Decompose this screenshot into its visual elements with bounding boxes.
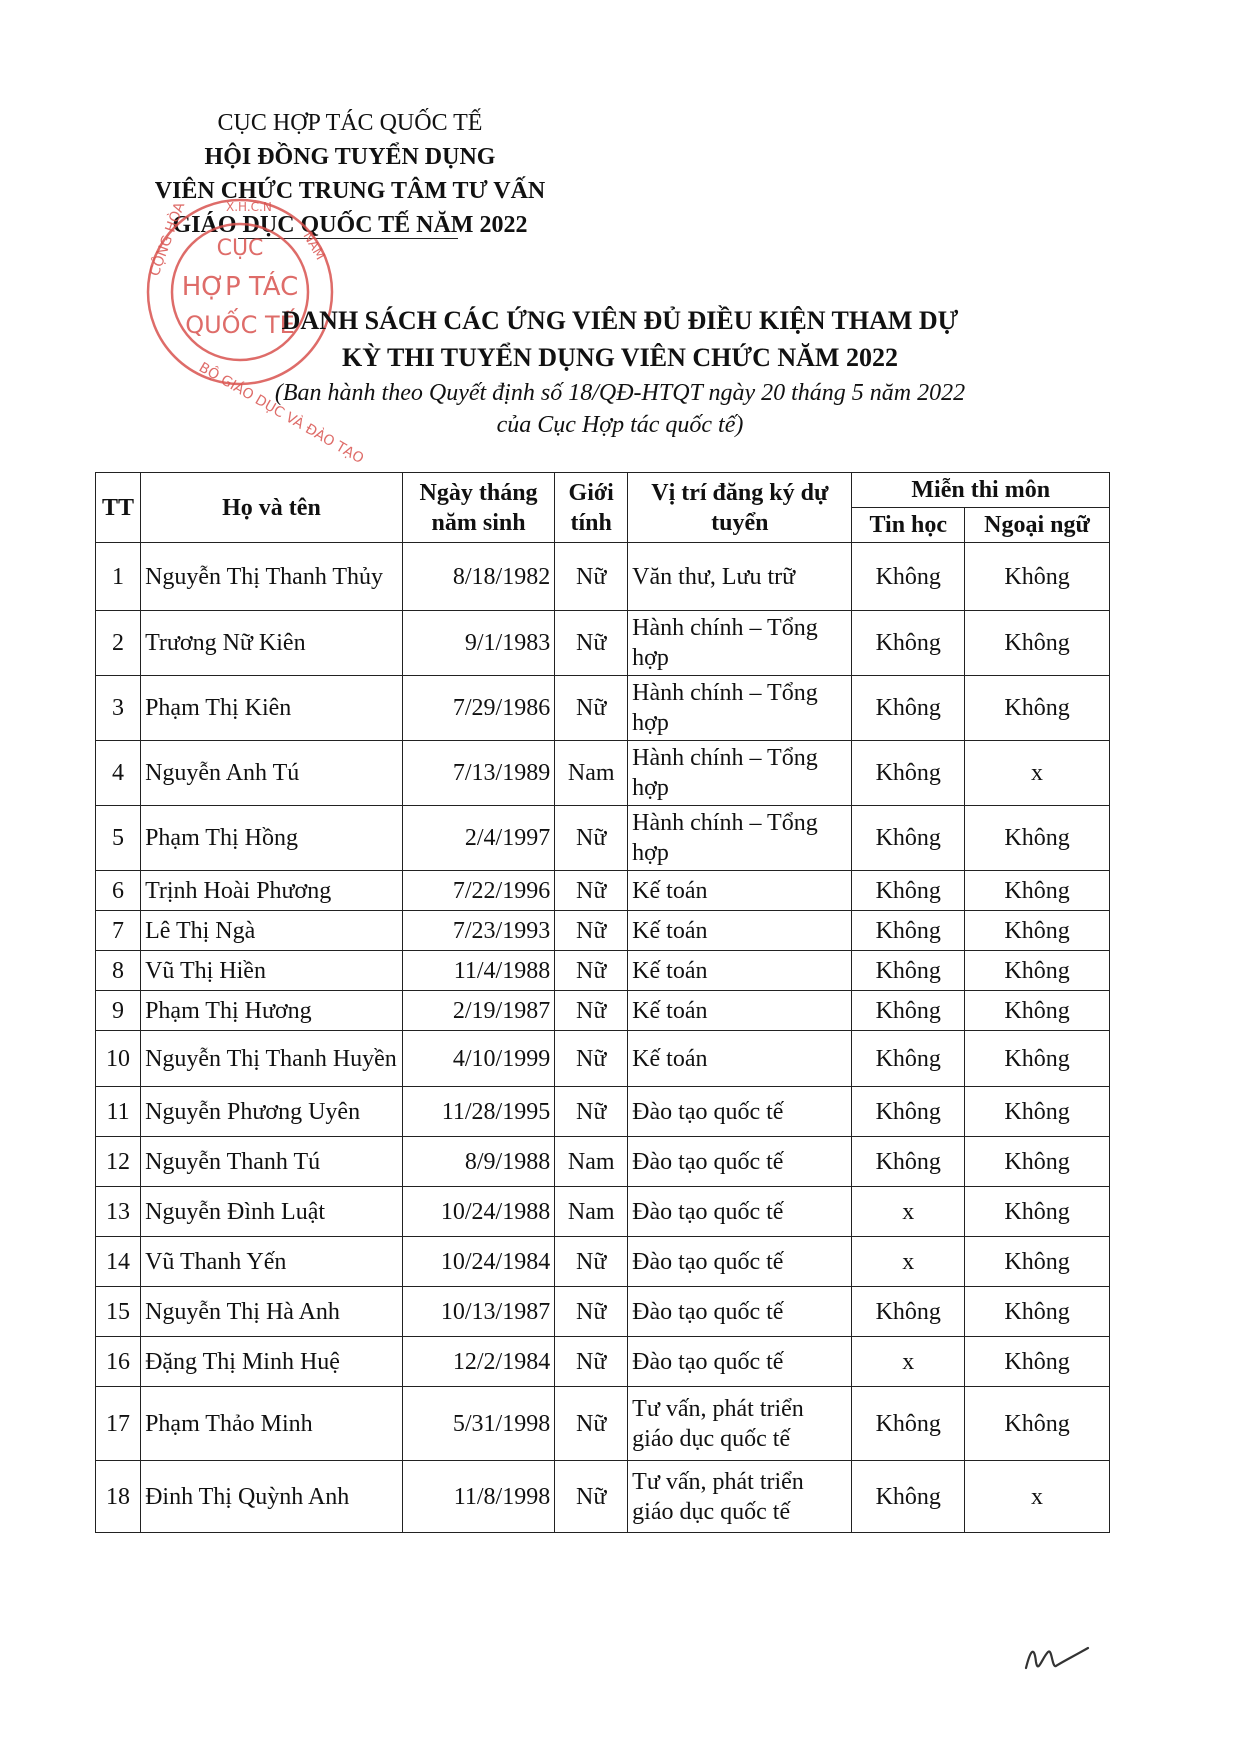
cell-sex: Nữ	[555, 991, 628, 1031]
cell-dob: 4/10/1999	[402, 1031, 554, 1087]
svg-text:NAM: NAM	[299, 229, 328, 263]
header-tt: TT	[96, 473, 141, 543]
cell-dob: 10/24/1984	[402, 1237, 554, 1287]
table-row	[96, 611, 1110, 676]
header-dob: Ngày tháng năm sinh	[402, 473, 554, 543]
cell-tt: 4	[96, 741, 141, 806]
table-row	[96, 1237, 1110, 1287]
cell-dob: 10/24/1988	[402, 1187, 554, 1237]
cell-name: Nguyễn Đình Luật	[141, 1187, 403, 1237]
org-line-center: VIÊN CHỨC TRUNG TÂM TƯ VẤN	[154, 178, 546, 204]
cell-dob: 10/13/1987	[402, 1287, 554, 1337]
header-foreign-language: Ngoại ngữ	[965, 508, 1110, 543]
cell-tt: 14	[96, 1237, 141, 1287]
cell-position: Hành chính – Tổng hợp	[628, 611, 852, 676]
table-row	[96, 1387, 1110, 1461]
table-row	[96, 1287, 1110, 1337]
cell-position: Đào tạo quốc tế	[628, 1187, 852, 1237]
cell-tt: 15	[96, 1287, 141, 1337]
cell-position: Kế toán	[628, 1031, 852, 1087]
cell-name: Vũ Thanh Yến	[141, 1237, 403, 1287]
cell-dob: 7/23/1993	[402, 911, 554, 951]
cell-name: Nguyễn Thị Thanh Huyền	[141, 1031, 403, 1087]
cell-position: Hành chính – Tổng hợp	[628, 741, 852, 806]
cell-position: Kế toán	[628, 951, 852, 991]
cell-dob: 11/8/1998	[402, 1461, 554, 1533]
document-subtitle-decision: (Ban hành theo Quyết định số 18/QĐ-HTQT ngày 20 tháng 5 năm 2022	[274, 380, 966, 406]
cell-position: Đào tạo quốc tế	[628, 1287, 852, 1337]
cell-name: Phạm Thảo Minh	[141, 1387, 403, 1461]
cell-sex: Nữ	[555, 611, 628, 676]
cell-foreign-language-exempt: Không	[965, 611, 1110, 676]
table-row	[96, 991, 1110, 1031]
cell-name: Trịnh Hoài Phương	[141, 871, 403, 911]
cell-name: Phạm Thị Kiên	[141, 676, 403, 741]
cell-name: Đinh Thị Quỳnh Anh	[141, 1461, 403, 1533]
cell-sex: Nữ	[555, 1387, 628, 1461]
cell-sex: Nữ	[555, 1461, 628, 1533]
cell-it-exempt: Không	[852, 1031, 965, 1087]
cell-dob: 7/29/1986	[402, 676, 554, 741]
table-row	[96, 1137, 1110, 1187]
cell-dob: 11/4/1988	[402, 951, 554, 991]
cell-name: Nguyễn Anh Tú	[141, 741, 403, 806]
org-line-council: HỘI ĐỒNG TUYỂN DỤNG	[204, 144, 496, 170]
cell-tt: 5	[96, 806, 141, 871]
cell-position: Kế toán	[628, 871, 852, 911]
cell-foreign-language-exempt: Không	[965, 1237, 1110, 1287]
cell-tt: 18	[96, 1461, 141, 1533]
cell-foreign-language-exempt: x	[965, 1461, 1110, 1533]
document-subtitle-issuer: của Cục Hợp tác quốc tế)	[496, 412, 744, 438]
cell-sex: Nữ	[555, 951, 628, 991]
cell-position: Kế toán	[628, 991, 852, 1031]
cell-name: Nguyễn Thanh Tú	[141, 1137, 403, 1187]
cell-sex: Nữ	[555, 1237, 628, 1287]
cell-sex: Nam	[555, 1137, 628, 1187]
cell-foreign-language-exempt: Không	[965, 911, 1110, 951]
cell-sex: Nữ	[555, 806, 628, 871]
cell-sex: Nữ	[555, 1031, 628, 1087]
cell-it-exempt: Không	[852, 1387, 965, 1461]
cell-foreign-language-exempt: Không	[965, 1387, 1110, 1461]
cell-dob: 5/31/1998	[402, 1387, 554, 1461]
cell-foreign-language-exempt: Không	[965, 1187, 1110, 1237]
cell-position: Đào tạo quốc tế	[628, 1087, 852, 1137]
cell-dob: 8/9/1988	[402, 1137, 554, 1187]
cell-foreign-language-exempt: Không	[965, 543, 1110, 611]
cell-foreign-language-exempt: Không	[965, 1137, 1110, 1187]
cell-dob: 12/2/1984	[402, 1337, 554, 1387]
cell-sex: Nữ	[555, 911, 628, 951]
cell-name: Nguyễn Thị Thanh Thủy	[141, 543, 403, 611]
table-header-row	[96, 473, 1110, 508]
document-title-line-1: DANH SÁCH CÁC ỨNG VIÊN ĐỦ ĐIỀU KIỆN THAM DỰ	[281, 306, 959, 335]
header-sex: Giới tính	[555, 473, 628, 543]
cell-name: Vũ Thị Hiền	[141, 951, 403, 991]
cell-name: Trương Nữ Kiên	[141, 611, 403, 676]
svg-text:QUỐC TẾ: QUỐC TẾ	[185, 311, 295, 339]
cell-tt: 11	[96, 1087, 141, 1137]
cell-position: Đào tạo quốc tế	[628, 1137, 852, 1187]
cell-it-exempt: Không	[852, 676, 965, 741]
cell-position: Đào tạo quốc tế	[628, 1237, 852, 1287]
org-line-ministry-dept: CỤC HỢP TÁC QUỐC TẾ	[217, 110, 483, 136]
svg-text:HỢP TÁC: HỢP TÁC	[181, 272, 299, 302]
header-exempt-subjects: Miễn thi môn	[852, 473, 1110, 508]
cell-foreign-language-exempt: Không	[965, 871, 1110, 911]
cell-foreign-language-exempt: Không	[965, 951, 1110, 991]
candidates-table	[95, 472, 1110, 1533]
svg-text:BỘ GIÁO DỤC VÀ ĐÀO TẠO: BỘ GIÁO DỤC VÀ ĐÀO TẠO	[196, 359, 367, 468]
table-row	[96, 543, 1110, 611]
header-name: Họ và tên	[141, 473, 403, 543]
cell-position: Văn thư, Lưu trữ	[628, 543, 852, 611]
table-row	[96, 806, 1110, 871]
cell-sex: Nữ	[555, 1087, 628, 1137]
cell-tt: 8	[96, 951, 141, 991]
svg-text:X.H.C.N: X.H.C.N	[226, 200, 272, 214]
cell-tt: 3	[96, 676, 141, 741]
table-row	[96, 1337, 1110, 1387]
cell-position: Tư vấn, phát triển giáo dục quốc tế	[628, 1461, 852, 1533]
cell-foreign-language-exempt: Không	[965, 1287, 1110, 1337]
table-row	[96, 1461, 1110, 1533]
cell-foreign-language-exempt: Không	[965, 1031, 1110, 1087]
cell-sex: Nam	[555, 1187, 628, 1237]
cell-foreign-language-exempt: Không	[965, 1337, 1110, 1387]
cell-it-exempt: x	[852, 1337, 965, 1387]
cell-sex: Nữ	[555, 543, 628, 611]
cell-it-exempt: Không	[852, 991, 965, 1031]
cell-foreign-language-exempt: x	[965, 741, 1110, 806]
table-row	[96, 1031, 1110, 1087]
table-row	[96, 871, 1110, 911]
cell-position: Kế toán	[628, 911, 852, 951]
cell-name: Nguyễn Thị Hà Anh	[141, 1287, 403, 1337]
table-row	[96, 911, 1110, 951]
cell-tt: 9	[96, 991, 141, 1031]
cell-foreign-language-exempt: Không	[965, 676, 1110, 741]
cell-it-exempt: x	[852, 1187, 965, 1237]
cell-dob: 8/18/1982	[402, 543, 554, 611]
cell-tt: 12	[96, 1137, 141, 1187]
cell-it-exempt: Không	[852, 911, 965, 951]
cell-position: Đào tạo quốc tế	[628, 1337, 852, 1387]
cell-tt: 16	[96, 1337, 141, 1387]
cell-sex: Nữ	[555, 1287, 628, 1337]
cell-it-exempt: Không	[852, 1087, 965, 1137]
cell-dob: 2/4/1997	[402, 806, 554, 871]
cell-it-exempt: x	[852, 1237, 965, 1287]
svg-text:CỘNG HÒA: CỘNG HÒA	[146, 200, 189, 279]
cell-tt: 6	[96, 871, 141, 911]
cell-name: Lê Thị Ngà	[141, 911, 403, 951]
cell-name: Phạm Thị Hương	[141, 991, 403, 1031]
svg-text:CỤC: CỤC	[216, 236, 264, 261]
org-line-year: GIÁO DỤC QUỐC TẾ NĂM 2022	[172, 212, 528, 238]
cell-dob: 7/22/1996	[402, 871, 554, 911]
cell-dob: 11/28/1995	[402, 1087, 554, 1137]
cell-name: Đặng Thị Minh Huệ	[141, 1337, 403, 1387]
cell-it-exempt: Không	[852, 741, 965, 806]
cell-it-exempt: Không	[852, 611, 965, 676]
cell-tt: 17	[96, 1387, 141, 1461]
cell-it-exempt: Không	[852, 1461, 965, 1533]
cell-dob: 9/1/1983	[402, 611, 554, 676]
cell-it-exempt: Không	[852, 1287, 965, 1337]
cell-name: Nguyễn Phương Uyên	[141, 1087, 403, 1137]
cell-foreign-language-exempt: Không	[965, 806, 1110, 871]
cell-it-exempt: Không	[852, 806, 965, 871]
cell-sex: Nữ	[555, 871, 628, 911]
header-it: Tin học	[852, 508, 965, 543]
cell-it-exempt: Không	[852, 543, 965, 611]
cell-it-exempt: Không	[852, 871, 965, 911]
cell-position: Hành chính – Tổng hợp	[628, 676, 852, 741]
table-row	[96, 741, 1110, 806]
cell-sex: Nữ	[555, 676, 628, 741]
document-title-line-2: KỲ THI TUYỂN DỤNG VIÊN CHỨC NĂM 2022	[342, 343, 898, 372]
cell-tt: 10	[96, 1031, 141, 1087]
header-position: Vị trí đăng ký dự tuyển	[628, 473, 852, 543]
cell-tt: 7	[96, 911, 141, 951]
cell-sex: Nam	[555, 741, 628, 806]
cell-it-exempt: Không	[852, 951, 965, 991]
cell-sex: Nữ	[555, 1337, 628, 1387]
cell-foreign-language-exempt: Không	[965, 991, 1110, 1031]
table-row	[96, 676, 1110, 741]
cell-tt: 1	[96, 543, 141, 611]
table-row	[96, 1087, 1110, 1137]
cell-tt: 2	[96, 611, 141, 676]
cell-name: Phạm Thị Hồng	[141, 806, 403, 871]
cell-position: Tư vấn, phát triển giáo dục quốc tế	[628, 1387, 852, 1461]
table-row	[96, 1187, 1110, 1237]
handwritten-initials	[1022, 1638, 1092, 1682]
cell-tt: 13	[96, 1187, 141, 1237]
cell-dob: 7/13/1989	[402, 741, 554, 806]
cell-dob: 2/19/1987	[402, 991, 554, 1031]
cell-foreign-language-exempt: Không	[965, 1087, 1110, 1137]
cell-it-exempt: Không	[852, 1137, 965, 1187]
cell-position: Hành chính – Tổng hợp	[628, 806, 852, 871]
table-row	[96, 951, 1110, 991]
